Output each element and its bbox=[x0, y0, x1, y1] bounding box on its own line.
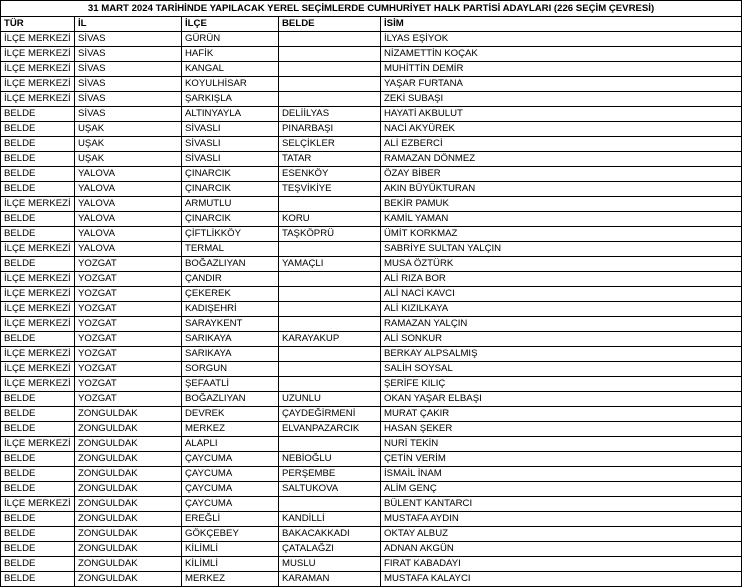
ilce-cell: ÇINARCIK bbox=[182, 182, 279, 197]
table-row bbox=[1, 287, 742, 302]
isim-cell: HAYATİ AKBULUT bbox=[381, 107, 742, 122]
table-row bbox=[1, 542, 742, 557]
ilce-cell: ŞARKIŞLA bbox=[182, 92, 279, 107]
il-cell: SİVAS bbox=[75, 62, 182, 77]
belde-cell: KARAYAKUP bbox=[279, 332, 381, 347]
isim-cell: NACİ AKYÜREK bbox=[381, 122, 742, 137]
belde-cell: NEBİOĞLU bbox=[279, 452, 381, 467]
ilce-cell: ŞEFAATLİ bbox=[182, 377, 279, 392]
isim-cell: MUSA ÖZTÜRK bbox=[381, 257, 742, 272]
isim-cell: HASAN ŞEKER bbox=[381, 422, 742, 437]
ilce-cell: EREĞLİ bbox=[182, 512, 279, 527]
il-cell: ZONGULDAK bbox=[75, 542, 182, 557]
tur-cell: BELDE bbox=[1, 392, 75, 407]
tur-cell: İLÇE MERKEZİ bbox=[1, 377, 75, 392]
ilce-cell: DEVREK bbox=[182, 407, 279, 422]
isim-cell: OKAN YAŞAR ELBAŞI bbox=[381, 392, 742, 407]
tur-cell: İLÇE MERKEZİ bbox=[1, 347, 75, 362]
ilce-cell: ÇEKEREK bbox=[182, 287, 279, 302]
table-row bbox=[1, 482, 742, 497]
belde-cell: SELÇİKLER bbox=[279, 137, 381, 152]
tur-cell: İLÇE MERKEZİ bbox=[1, 272, 75, 287]
isim-cell: NURİ TEKİN bbox=[381, 437, 742, 452]
tur-cell: BELDE bbox=[1, 422, 75, 437]
isim-cell: AKIN BÜYÜKTURAN bbox=[381, 182, 742, 197]
tur-cell: İLÇE MERKEZİ bbox=[1, 287, 75, 302]
belde-cell: ELVANPAZARCIK bbox=[279, 422, 381, 437]
ilce-cell: ÇANDIR bbox=[182, 272, 279, 287]
belde-cell: PINARBAŞI bbox=[279, 122, 381, 137]
table-row bbox=[1, 362, 742, 377]
ilce-cell: SARIKAYA bbox=[182, 332, 279, 347]
isim-cell: BEKİR PAMUK bbox=[381, 197, 742, 212]
tur-cell: BELDE bbox=[1, 482, 75, 497]
table-row bbox=[1, 452, 742, 467]
table-row bbox=[1, 572, 742, 587]
isim-cell: İLYAS EŞİYOK bbox=[381, 32, 742, 47]
il-cell: ZONGULDAK bbox=[75, 422, 182, 437]
table-row bbox=[1, 77, 742, 92]
table-row bbox=[1, 107, 742, 122]
tur-cell: BELDE bbox=[1, 467, 75, 482]
ilce-cell: ÇAYCUMA bbox=[182, 497, 279, 512]
table-row bbox=[1, 557, 742, 572]
isim-cell: NİZAMETTİN KOÇAK bbox=[381, 47, 742, 62]
isim-cell: ALİ KIZILKAYA bbox=[381, 302, 742, 317]
tur-cell: İLÇE MERKEZİ bbox=[1, 317, 75, 332]
ilce-cell: GÜRÜN bbox=[182, 32, 279, 47]
ilce-cell: SARIKAYA bbox=[182, 347, 279, 362]
il-cell: YOZGAT bbox=[75, 257, 182, 272]
il-cell: ZONGULDAK bbox=[75, 467, 182, 482]
isim-cell: ALİM GENÇ bbox=[381, 482, 742, 497]
ilce-cell: ALAPLI bbox=[182, 437, 279, 452]
ilce-cell: BOĞAZLIYAN bbox=[182, 257, 279, 272]
isim-cell: FIRAT KABADAYI bbox=[381, 557, 742, 572]
ilce-cell: HAFİK bbox=[182, 47, 279, 62]
ilce-cell: SİVASLI bbox=[182, 152, 279, 167]
table-row bbox=[1, 137, 742, 152]
isim-cell: ÜMİT KORKMAZ bbox=[381, 227, 742, 242]
ilce-cell: KADIŞEHRİ bbox=[182, 302, 279, 317]
belde-cell bbox=[279, 497, 381, 512]
header-row bbox=[1, 17, 742, 32]
belde-cell bbox=[279, 32, 381, 47]
il-cell: YALOVA bbox=[75, 212, 182, 227]
table-row bbox=[1, 377, 742, 392]
isim-cell: ŞERİFE KILIÇ bbox=[381, 377, 742, 392]
belde-cell: TAŞKÖPRÜ bbox=[279, 227, 381, 242]
il-cell: YALOVA bbox=[75, 167, 182, 182]
ilce-cell: KİLİMLİ bbox=[182, 557, 279, 572]
tur-cell: BELDE bbox=[1, 407, 75, 422]
belde-cell bbox=[279, 347, 381, 362]
table-body bbox=[1, 32, 742, 587]
il-cell: YOZGAT bbox=[75, 317, 182, 332]
il-cell: ZONGULDAK bbox=[75, 437, 182, 452]
belde-cell bbox=[279, 362, 381, 377]
belde-cell: KARAMAN bbox=[279, 572, 381, 587]
isim-cell: BERKAY ALPSALMIŞ bbox=[381, 347, 742, 362]
tur-cell: İLÇE MERKEZİ bbox=[1, 197, 75, 212]
isim-cell: KAMİL YAMAN bbox=[381, 212, 742, 227]
table-row bbox=[1, 422, 742, 437]
belde-cell bbox=[279, 47, 381, 62]
il-cell: YALOVA bbox=[75, 227, 182, 242]
table-row bbox=[1, 92, 742, 107]
table-row bbox=[1, 392, 742, 407]
il-cell: YALOVA bbox=[75, 242, 182, 257]
il-cell: UŞAK bbox=[75, 152, 182, 167]
il-cell: SİVAS bbox=[75, 107, 182, 122]
belde-cell bbox=[279, 437, 381, 452]
tur-cell: İLÇE MERKEZİ bbox=[1, 92, 75, 107]
il-cell: YALOVA bbox=[75, 182, 182, 197]
ilce-cell: SORGUN bbox=[182, 362, 279, 377]
ilce-cell: ÇAYCUMA bbox=[182, 467, 279, 482]
isim-cell: MUSTAFA AYDIN bbox=[381, 512, 742, 527]
tur-cell: BELDE bbox=[1, 572, 75, 587]
belde-cell bbox=[279, 242, 381, 257]
table-row bbox=[1, 62, 742, 77]
ilce-cell: ÇINARCIK bbox=[182, 212, 279, 227]
isim-cell: RAMAZAN DÖNMEZ bbox=[381, 152, 742, 167]
ilce-cell: ÇINARCIK bbox=[182, 167, 279, 182]
column-header-belde: BELDE bbox=[279, 17, 381, 32]
table-row bbox=[1, 317, 742, 332]
belde-cell: YAMAÇLI bbox=[279, 257, 381, 272]
table-title: 31 MART 2024 TARİHİNDE YAPILACAK YEREL SEÇİMLERDE CUMHURİYET HALK PARTİSİ ADAYLARI (226 SEÇİM ÇEVRESİ) bbox=[1, 1, 742, 17]
table-row bbox=[1, 497, 742, 512]
tur-cell: BELDE bbox=[1, 557, 75, 572]
table-row bbox=[1, 527, 742, 542]
belde-cell: MUSLU bbox=[279, 557, 381, 572]
isim-cell: ALİ SONKUR bbox=[381, 332, 742, 347]
tur-cell: BELDE bbox=[1, 527, 75, 542]
table-row bbox=[1, 197, 742, 212]
table-row bbox=[1, 407, 742, 422]
il-cell: UŞAK bbox=[75, 122, 182, 137]
isim-cell: MURAT ÇAKIR bbox=[381, 407, 742, 422]
ilce-cell: BOĞAZLIYAN bbox=[182, 392, 279, 407]
il-cell: ZONGULDAK bbox=[75, 572, 182, 587]
il-cell: YALOVA bbox=[75, 197, 182, 212]
il-cell: UŞAK bbox=[75, 137, 182, 152]
table-row bbox=[1, 32, 742, 47]
il-cell: YOZGAT bbox=[75, 302, 182, 317]
belde-cell: KANDİLLİ bbox=[279, 512, 381, 527]
isim-cell: BÜLENT KANTARCI bbox=[381, 497, 742, 512]
ilce-cell: ALTINYAYLA bbox=[182, 107, 279, 122]
belde-cell: ÇAYDEĞİRMENİ bbox=[279, 407, 381, 422]
il-cell: SİVAS bbox=[75, 32, 182, 47]
isim-cell: ÇETİN VERİM bbox=[381, 452, 742, 467]
isim-cell: ALİ EZBERCİ bbox=[381, 137, 742, 152]
belde-cell bbox=[279, 272, 381, 287]
isim-cell: ALİ NACİ KAVCI bbox=[381, 287, 742, 302]
tur-cell: İLÇE MERKEZİ bbox=[1, 302, 75, 317]
table-row bbox=[1, 152, 742, 167]
ilce-cell: ÇAYCUMA bbox=[182, 452, 279, 467]
table-row bbox=[1, 242, 742, 257]
table-row bbox=[1, 332, 742, 347]
belde-cell bbox=[279, 377, 381, 392]
il-cell: ZONGULDAK bbox=[75, 482, 182, 497]
ilce-cell: TERMAL bbox=[182, 242, 279, 257]
ilce-cell: KANGAL bbox=[182, 62, 279, 77]
il-cell: ZONGULDAK bbox=[75, 557, 182, 572]
ilce-cell: MERKEZ bbox=[182, 572, 279, 587]
tur-cell: BELDE bbox=[1, 542, 75, 557]
il-cell: SİVAS bbox=[75, 92, 182, 107]
tur-cell: İLÇE MERKEZİ bbox=[1, 62, 75, 77]
tur-cell: İLÇE MERKEZİ bbox=[1, 47, 75, 62]
tur-cell: BELDE bbox=[1, 227, 75, 242]
table-row bbox=[1, 272, 742, 287]
isim-cell: ADNAN AKGÜN bbox=[381, 542, 742, 557]
il-cell: SİVAS bbox=[75, 47, 182, 62]
tur-cell: İLÇE MERKEZİ bbox=[1, 242, 75, 257]
tur-cell: BELDE bbox=[1, 512, 75, 527]
title-row bbox=[1, 1, 742, 17]
tur-cell: BELDE bbox=[1, 122, 75, 137]
tur-cell: İLÇE MERKEZİ bbox=[1, 32, 75, 47]
belde-cell: KORU bbox=[279, 212, 381, 227]
il-cell: ZONGULDAK bbox=[75, 527, 182, 542]
belde-cell: ESENKÖY bbox=[279, 167, 381, 182]
tur-cell: İLÇE MERKEZİ bbox=[1, 497, 75, 512]
il-cell: YOZGAT bbox=[75, 272, 182, 287]
belde-cell: TEŞVİKİYE bbox=[279, 182, 381, 197]
tur-cell: BELDE bbox=[1, 152, 75, 167]
tur-cell: İLÇE MERKEZİ bbox=[1, 437, 75, 452]
table-row bbox=[1, 302, 742, 317]
belde-cell bbox=[279, 92, 381, 107]
column-header-il: İL bbox=[75, 17, 182, 32]
column-header-isim: İSİM bbox=[381, 17, 742, 32]
belde-cell bbox=[279, 302, 381, 317]
isim-cell: RAMAZAN YALÇIN bbox=[381, 317, 742, 332]
isim-cell: ALİ RIZA BOR bbox=[381, 272, 742, 287]
table-row bbox=[1, 512, 742, 527]
table-row bbox=[1, 437, 742, 452]
isim-cell: MUSTAFA KALAYCI bbox=[381, 572, 742, 587]
ilce-cell: SARAYKENT bbox=[182, 317, 279, 332]
ilce-cell: KİLİMLİ bbox=[182, 542, 279, 557]
belde-cell: PERŞEMBE bbox=[279, 467, 381, 482]
column-header-tur: TÜR bbox=[1, 17, 75, 32]
table-row bbox=[1, 347, 742, 362]
table-row bbox=[1, 467, 742, 482]
il-cell: YOZGAT bbox=[75, 332, 182, 347]
tur-cell: İLÇE MERKEZİ bbox=[1, 77, 75, 92]
tur-cell: BELDE bbox=[1, 107, 75, 122]
belde-cell bbox=[279, 197, 381, 212]
belde-cell bbox=[279, 62, 381, 77]
belde-cell bbox=[279, 287, 381, 302]
isim-cell: SABRİYE SULTAN YALÇIN bbox=[381, 242, 742, 257]
il-cell: ZONGULDAK bbox=[75, 452, 182, 467]
il-cell: YOZGAT bbox=[75, 362, 182, 377]
table-row bbox=[1, 122, 742, 137]
isim-cell: MUHİTTİN DEMİR bbox=[381, 62, 742, 77]
isim-cell: SALİH SOYSAL bbox=[381, 362, 742, 377]
il-cell: ZONGULDAK bbox=[75, 407, 182, 422]
il-cell: YOZGAT bbox=[75, 377, 182, 392]
belde-cell: ÇATALAĞZI bbox=[279, 542, 381, 557]
table-row bbox=[1, 47, 742, 62]
table-row bbox=[1, 257, 742, 272]
table-row bbox=[1, 212, 742, 227]
ilce-cell: SİVASLI bbox=[182, 122, 279, 137]
ilce-cell: KOYULHİSAR bbox=[182, 77, 279, 92]
belde-cell bbox=[279, 77, 381, 92]
ilce-cell: SİVASLI bbox=[182, 137, 279, 152]
tur-cell: BELDE bbox=[1, 167, 75, 182]
isim-cell: OKTAY ALBUZ bbox=[381, 527, 742, 542]
belde-cell: TATAR bbox=[279, 152, 381, 167]
ilce-cell: ARMUTLU bbox=[182, 197, 279, 212]
table-row bbox=[1, 182, 742, 197]
belde-cell: BAKACAKKADI bbox=[279, 527, 381, 542]
tur-cell: BELDE bbox=[1, 212, 75, 227]
il-cell: SİVAS bbox=[75, 77, 182, 92]
ilce-cell: ÇİFTLİKKÖY bbox=[182, 227, 279, 242]
belde-cell: UZUNLU bbox=[279, 392, 381, 407]
isim-cell: ZEKİ SUBAŞI bbox=[381, 92, 742, 107]
tur-cell: BELDE bbox=[1, 332, 75, 347]
tur-cell: BELDE bbox=[1, 452, 75, 467]
isim-cell: İSMAİL İNAM bbox=[381, 467, 742, 482]
tur-cell: BELDE bbox=[1, 137, 75, 152]
tur-cell: İLÇE MERKEZİ bbox=[1, 362, 75, 377]
column-header-ilce: İLÇE bbox=[182, 17, 279, 32]
tur-cell: BELDE bbox=[1, 182, 75, 197]
il-cell: YOZGAT bbox=[75, 392, 182, 407]
table-row bbox=[1, 227, 742, 242]
il-cell: YOZGAT bbox=[75, 347, 182, 362]
ilce-cell: ÇAYCUMA bbox=[182, 482, 279, 497]
isim-cell: YAŞAR FURTANA bbox=[381, 77, 742, 92]
isim-cell: ÖZAY BİBER bbox=[381, 167, 742, 182]
il-cell: YOZGAT bbox=[75, 287, 182, 302]
ilce-cell: GÖKÇEBEY bbox=[182, 527, 279, 542]
ilce-cell: MERKEZ bbox=[182, 422, 279, 437]
il-cell: ZONGULDAK bbox=[75, 512, 182, 527]
tur-cell: BELDE bbox=[1, 257, 75, 272]
belde-cell: DELİİLYAS bbox=[279, 107, 381, 122]
il-cell: ZONGULDAK bbox=[75, 497, 182, 512]
table-row bbox=[1, 167, 742, 182]
belde-cell bbox=[279, 317, 381, 332]
belde-cell: SALTUKOVA bbox=[279, 482, 381, 497]
